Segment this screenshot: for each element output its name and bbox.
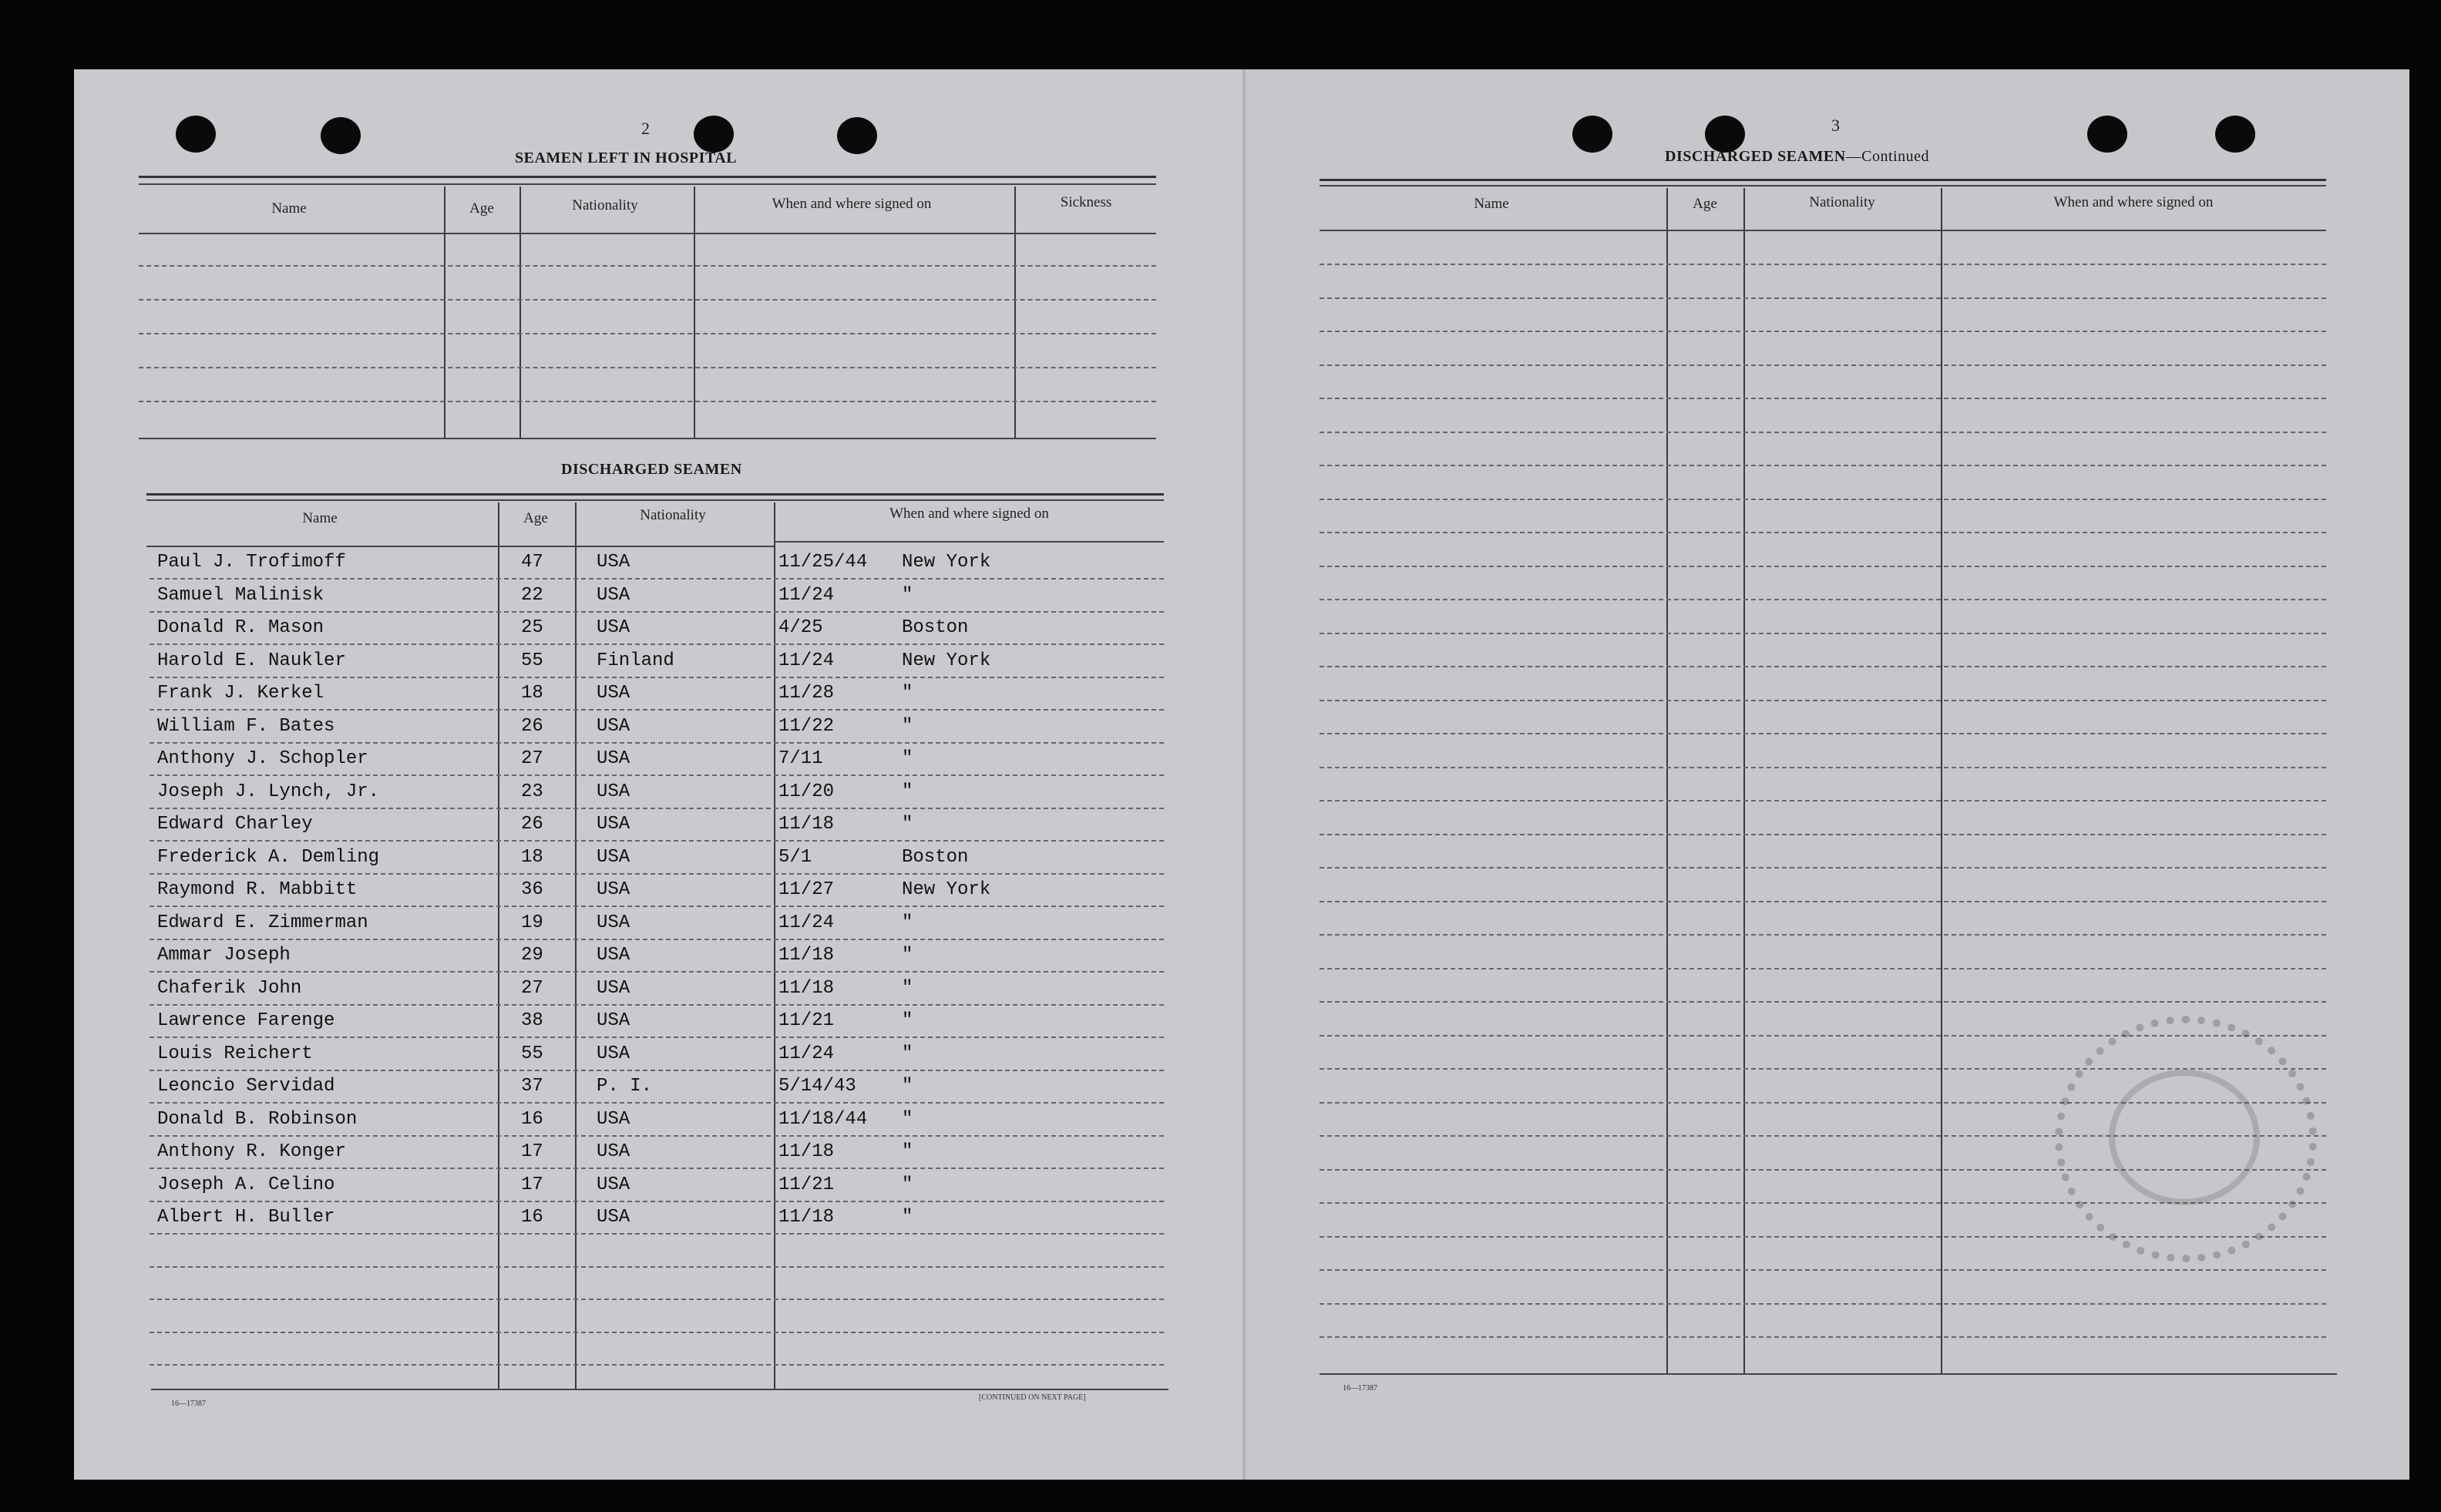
table-row: [0, 582, 1172, 613]
signed-on-date: 5/14/43: [778, 1076, 856, 1097]
punch-hole: [1705, 116, 1745, 153]
signed-on-place: ": [902, 715, 913, 737]
dotted-rule: [150, 939, 1164, 940]
seaman-age: 17: [521, 1174, 543, 1195]
punch-hole: [694, 116, 734, 153]
seaman-name: Samuel Malinisk: [157, 584, 324, 606]
seaman-age: 17: [521, 1141, 543, 1162]
signed-on-place: New York: [902, 650, 991, 671]
dotted-rule: [150, 677, 1164, 678]
signed-on-date: 7/11: [778, 748, 823, 769]
seaman-nationality: USA: [597, 1174, 630, 1195]
seaman-age: 29: [521, 945, 543, 966]
table-row: [0, 1007, 1172, 1038]
punch-hole: [176, 116, 216, 153]
dotted-rule: [150, 1364, 1164, 1366]
seaman-nationality: USA: [597, 1043, 630, 1064]
seaman-name: Louis Reichert: [157, 1043, 313, 1064]
dotted-rule: [1320, 800, 2326, 801]
seaman-name: Frederick A. Demling: [157, 846, 380, 868]
dotted-rule: [150, 1037, 1164, 1038]
dotted-rule: [139, 299, 1156, 301]
punch-hole: [321, 117, 361, 154]
form-number: 16—17387: [1343, 1384, 1377, 1393]
signed-on-place: ": [902, 1043, 913, 1064]
seaman-nationality: USA: [597, 715, 630, 737]
dotted-rule: [139, 265, 1156, 267]
table-rule: [139, 176, 1156, 178]
dotted-rule: [150, 643, 1164, 645]
dotted-rule: [1320, 331, 2326, 332]
seaman-name: Edward Charley: [157, 814, 313, 835]
signed-on-date: 11/24: [778, 650, 835, 671]
seaman-age: 27: [521, 748, 543, 769]
dotted-rule: [1320, 767, 2326, 768]
seaman-nationality: USA: [597, 977, 630, 999]
table-rule: [139, 183, 1156, 185]
table-row: [0, 844, 1172, 875]
dotted-rule: [1320, 1303, 2326, 1305]
table-row: [0, 1204, 1172, 1235]
dotted-rule: [1320, 666, 2326, 667]
dotted-rule: [150, 611, 1164, 613]
signed-on-place: Boston: [902, 617, 969, 638]
dotted-rule: [1320, 264, 2326, 265]
hospital-section-title: SEAMEN LEFT IN HOSPITAL: [515, 150, 738, 166]
dotted-rule: [1320, 1269, 2326, 1271]
table-row: [0, 1138, 1172, 1169]
dotted-rule: [1320, 733, 2326, 734]
dotted-rule: [1320, 700, 2326, 701]
table-rule: [1320, 179, 2326, 181]
signed-on-date: 11/21: [778, 1010, 835, 1031]
col-header-sickness: Sickness: [1060, 194, 1112, 210]
seaman-age: 47: [521, 552, 543, 573]
seaman-nationality: USA: [597, 945, 630, 966]
signed-on-place: ": [902, 1076, 913, 1097]
table-row: [0, 1040, 1172, 1071]
seaman-age: 16: [521, 1207, 543, 1228]
table-row: [0, 876, 1172, 907]
right-page: [1246, 69, 2409, 1480]
signed-on-place: New York: [902, 879, 991, 900]
signed-on-place: ": [902, 1174, 913, 1195]
seaman-nationality: USA: [597, 748, 630, 769]
dotted-rule: [1320, 968, 2326, 969]
dotted-rule: [1320, 499, 2326, 500]
table-rule: [774, 541, 1164, 543]
signed-on-place: ": [902, 814, 913, 835]
dotted-rule: [150, 1135, 1164, 1137]
seaman-age: 55: [521, 650, 543, 671]
punch-hole: [2215, 116, 2255, 153]
seaman-name: Anthony R. Konger: [157, 1141, 346, 1162]
dotted-rule: [150, 1266, 1164, 1268]
table-row: [0, 549, 1172, 580]
signed-on-date: 11/24: [778, 912, 835, 933]
col-header-signed-on: When and where signed on: [772, 196, 932, 212]
column-divider: [1666, 188, 1668, 1375]
table-rule: [1320, 230, 2326, 231]
dotted-rule: [1320, 834, 2326, 835]
seaman-age: 22: [521, 584, 543, 606]
seaman-name: Donald R. Mason: [157, 617, 324, 638]
dotted-rule: [150, 840, 1164, 842]
table-row: [0, 1073, 1172, 1104]
signed-on-date: 11/18: [778, 977, 835, 999]
dotted-rule: [1320, 398, 2326, 399]
seaman-nationality: USA: [597, 552, 630, 573]
dotted-rule: [150, 709, 1164, 711]
seaman-name: Anthony J. Schopler: [157, 748, 368, 769]
seaman-age: 55: [521, 1043, 543, 1064]
dotted-rule: [150, 1070, 1164, 1071]
seaman-name: William F. Bates: [157, 715, 335, 737]
seaman-nationality: USA: [597, 1207, 630, 1228]
seaman-nationality: USA: [597, 683, 630, 704]
seaman-name: Albert H. Buller: [157, 1207, 335, 1228]
dotted-rule: [1320, 867, 2326, 869]
seaman-nationality: USA: [597, 584, 630, 606]
table-rule: [151, 1389, 1168, 1390]
signed-on-place: ": [902, 683, 913, 704]
seaman-nationality: USA: [597, 1141, 630, 1162]
dotted-rule: [150, 1004, 1164, 1006]
dotted-rule: [1320, 566, 2326, 567]
seaman-name: Ammar Joseph: [157, 945, 291, 966]
seaman-name: Leoncio Servidad: [157, 1076, 335, 1097]
seaman-age: 38: [521, 1010, 543, 1031]
col-header-signed-on: When and where signed on: [889, 506, 1049, 522]
dotted-rule: [150, 873, 1164, 875]
table-row: [0, 745, 1172, 776]
dotted-rule: [1320, 633, 2326, 634]
table-row: [0, 811, 1172, 842]
signed-on-date: 11/24: [778, 584, 835, 606]
dotted-rule: [1320, 1336, 2326, 1338]
dotted-rule: [1320, 365, 2326, 366]
dotted-rule: [1320, 297, 2326, 299]
dotted-rule: [150, 808, 1164, 809]
dotted-rule: [1320, 934, 2326, 936]
signed-on-place: ": [902, 1141, 913, 1162]
signed-on-date: 11/18: [778, 1207, 835, 1228]
punch-hole: [837, 117, 877, 154]
seaman-nationality: P. I.: [597, 1076, 653, 1097]
dotted-rule: [150, 578, 1164, 580]
form-number: 16—17387: [171, 1399, 206, 1408]
signed-on-date: 11/18: [778, 1141, 835, 1162]
dotted-rule: [150, 1299, 1164, 1300]
seaman-nationality: USA: [597, 617, 630, 638]
table-row: [0, 680, 1172, 711]
signed-on-date: 11/18: [778, 945, 835, 966]
signed-on-place: ": [902, 1010, 913, 1031]
dotted-rule: [1320, 532, 2326, 533]
dotted-rule: [150, 774, 1164, 776]
seaman-name: Raymond R. Mabbitt: [157, 879, 358, 900]
dotted-rule: [150, 1168, 1164, 1169]
dotted-rule: [150, 1201, 1164, 1202]
dotted-rule: [139, 333, 1156, 334]
col-header-name: Name: [1474, 196, 1509, 212]
signed-on-date: 11/22: [778, 715, 835, 737]
column-divider: [1743, 188, 1745, 1375]
seaman-name: Frank J. Kerkel: [157, 683, 324, 704]
seaman-name: Joseph J. Lynch, Jr.: [157, 781, 380, 802]
seaman-nationality: USA: [597, 1108, 630, 1130]
signed-on-place: ": [902, 781, 913, 802]
seaman-name: Paul J. Trofimoff: [157, 552, 346, 573]
dotted-rule: [150, 742, 1164, 744]
dotted-rule: [1320, 1001, 2326, 1003]
table-rule: [146, 493, 1164, 496]
table-rule: [139, 438, 1156, 439]
continued-note: [CONTINUED ON NEXT PAGE]: [979, 1393, 1086, 1402]
signed-on-date: 11/21: [778, 1174, 835, 1195]
table-rule: [139, 233, 1156, 234]
seaman-name: Donald B. Robinson: [157, 1108, 358, 1130]
table-rule: [146, 499, 1164, 501]
col-header-age: Age: [1693, 196, 1717, 212]
seaman-nationality: USA: [597, 781, 630, 802]
dotted-rule: [1320, 465, 2326, 466]
col-header-name: Name: [302, 510, 338, 526]
dotted-rule: [1320, 432, 2326, 433]
table-rule: [146, 546, 774, 547]
table-row: [0, 647, 1172, 678]
table-row: [0, 614, 1172, 645]
seaman-nationality: USA: [597, 912, 630, 933]
seaman-nationality: Finland: [597, 650, 674, 671]
signed-on-place: ": [902, 977, 913, 999]
seaman-name: Edward E. Zimmerman: [157, 912, 368, 933]
signed-on-place: ": [902, 584, 913, 606]
seaman-age: 16: [521, 1108, 543, 1130]
punch-hole: [1572, 116, 1612, 153]
seaman-nationality: USA: [597, 879, 630, 900]
seaman-nationality: USA: [597, 814, 630, 835]
signed-on-place: ": [902, 912, 913, 933]
dotted-rule: [150, 1102, 1164, 1104]
dotted-rule: [139, 367, 1156, 368]
signed-on-date: 5/1: [778, 846, 812, 868]
signed-on-date: 11/28: [778, 683, 835, 704]
seaman-age: 18: [521, 683, 543, 704]
seaman-age: 37: [521, 1076, 543, 1097]
col-header-signed-on: When and where signed on: [2053, 194, 2214, 210]
col-header-nationality: Nationality: [640, 507, 706, 523]
col-header-nationality: Nationality: [572, 197, 638, 213]
col-header-age: Age: [469, 200, 494, 217]
signed-on-date: 11/18/44: [778, 1108, 868, 1130]
dotted-rule: [139, 401, 1156, 402]
punch-hole: [2087, 116, 2127, 153]
seaman-name: Lawrence Farenge: [157, 1010, 335, 1031]
seaman-age: 27: [521, 977, 543, 999]
signed-on-date: 11/20: [778, 781, 835, 802]
seaman-age: 36: [521, 879, 543, 900]
dotted-rule: [150, 906, 1164, 907]
table-row: [0, 778, 1172, 809]
seaman-name: Harold E. Naukler: [157, 650, 346, 671]
signed-on-place: ": [902, 945, 913, 966]
signed-on-place: New York: [902, 552, 991, 573]
table-row: [0, 975, 1172, 1006]
seaman-age: 26: [521, 715, 543, 737]
seaman-age: 19: [521, 912, 543, 933]
column-divider: [1941, 188, 1942, 1375]
seaman-name: Joseph A. Celino: [157, 1174, 335, 1195]
page-number: 2: [641, 119, 650, 138]
col-header-name: Name: [271, 200, 307, 217]
signed-on-date: 11/25/44: [778, 552, 868, 573]
table-rule: [1320, 185, 2326, 186]
dotted-rule: [150, 1233, 1164, 1235]
page-number: 3: [1831, 116, 1840, 135]
dotted-rule: [150, 971, 1164, 973]
table-rule: [1320, 1373, 2337, 1375]
table-row: [0, 942, 1172, 973]
seaman-age: 18: [521, 846, 543, 868]
dotted-rule: [150, 1332, 1164, 1333]
table-row: [0, 1106, 1172, 1137]
signed-on-place: ": [902, 748, 913, 769]
signed-on-date: 11/27: [778, 879, 835, 900]
table-row: [0, 1171, 1172, 1202]
seaman-age: 25: [521, 617, 543, 638]
seaman-age: 23: [521, 781, 543, 802]
col-header-age: Age: [523, 510, 548, 526]
col-header-nationality: Nationality: [1809, 194, 1875, 210]
signed-on-place: ": [902, 1108, 913, 1130]
seaman-nationality: USA: [597, 1010, 630, 1031]
seaman-name: Chaferik John: [157, 977, 302, 999]
signed-on-place: Boston: [902, 846, 969, 868]
dotted-rule: [1320, 901, 2326, 902]
table-row: [0, 713, 1172, 744]
signed-on-date: 11/18: [778, 814, 835, 835]
signed-on-date: 11/24: [778, 1043, 835, 1064]
dotted-rule: [1320, 599, 2326, 600]
signed-on-date: 4/25: [778, 617, 823, 638]
discharged-continued-title: DISCHARGED SEAMEN—Continued: [1665, 148, 1929, 165]
official-stamp: [2055, 1016, 2317, 1262]
discharged-section-title: DISCHARGED SEAMEN: [561, 461, 742, 478]
seaman-age: 26: [521, 814, 543, 835]
table-row: [0, 909, 1172, 940]
seaman-nationality: USA: [597, 846, 630, 868]
signed-on-place: ": [902, 1207, 913, 1228]
